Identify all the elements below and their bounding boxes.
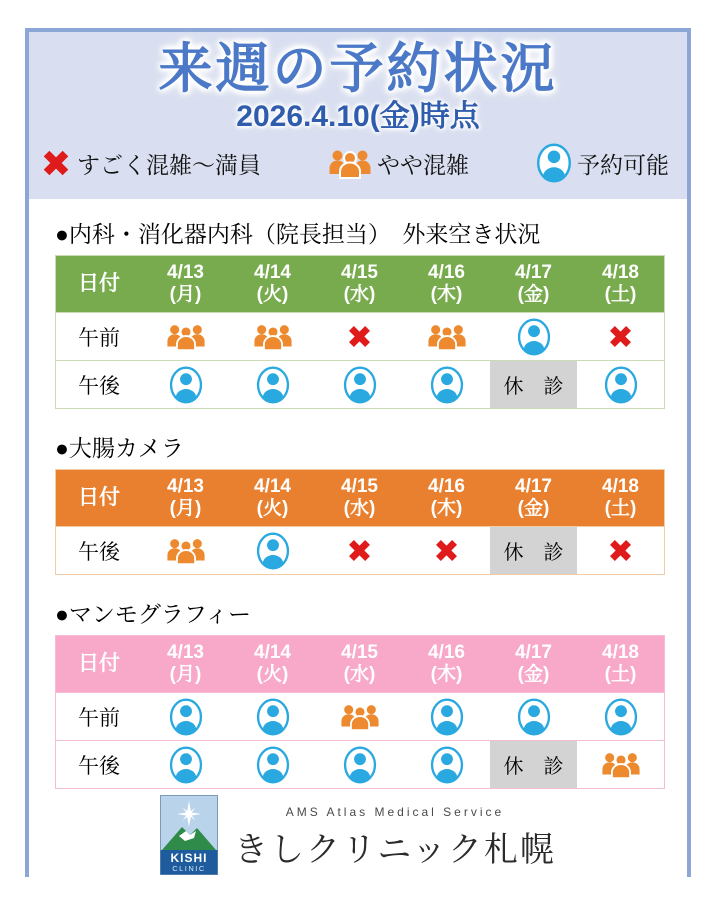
closed-label: 休 診 xyxy=(503,756,564,778)
status-cell-open xyxy=(316,741,403,788)
clinic-footer-text xyxy=(234,805,556,871)
available-person-icon xyxy=(429,365,465,405)
legend-label: すごく混雑～満員 xyxy=(77,151,261,178)
header-date: 4/15 xyxy=(341,475,378,497)
day-column-header xyxy=(403,256,490,312)
available-person-icon xyxy=(603,697,639,737)
row-label: 午後 xyxy=(78,374,120,398)
somewhat-crowded-people-icon xyxy=(600,750,642,779)
day-column-header xyxy=(490,636,577,692)
day-column-header xyxy=(490,470,577,526)
header-date: 4/13 xyxy=(167,261,204,283)
header-weekday: (土) xyxy=(604,498,637,519)
status-cell-busy xyxy=(316,693,403,740)
header-date: 4/18 xyxy=(602,261,639,283)
kishi-clinic-logo-icon xyxy=(160,795,218,880)
header-date: 4/14 xyxy=(254,641,291,663)
day-column-header xyxy=(403,636,490,692)
page-subtitle: 2026.4.10(金)時点 xyxy=(236,100,480,133)
availability-table xyxy=(55,255,665,409)
day-column-header xyxy=(490,256,577,312)
day-column-header xyxy=(229,470,316,526)
available-person-icon xyxy=(168,365,204,405)
status-cell-full xyxy=(577,313,664,360)
day-column-header xyxy=(316,256,403,312)
closed-cell xyxy=(490,527,577,574)
header-weekday: (水) xyxy=(343,498,376,519)
somewhat-crowded-people-icon xyxy=(252,322,294,351)
status-cell-open xyxy=(403,361,490,408)
status-cell-open xyxy=(142,741,229,788)
header-weekday: (月) xyxy=(169,498,202,519)
status-cell-full xyxy=(316,313,403,360)
header-weekday: (月) xyxy=(169,664,202,685)
table-row xyxy=(56,312,664,360)
status-cell-open xyxy=(229,741,316,788)
status-cell-open xyxy=(229,361,316,408)
logo-kishi-text: KISHI xyxy=(170,851,208,865)
crowded-full-x-icon xyxy=(432,536,461,565)
header-date: 4/13 xyxy=(167,475,204,497)
content-section xyxy=(29,219,687,880)
legend-item-open xyxy=(535,142,669,184)
status-cell-open xyxy=(577,693,664,740)
header-weekday: (金) xyxy=(517,498,550,519)
closed-cell xyxy=(490,361,577,408)
status-cell-busy xyxy=(577,741,664,788)
table-row xyxy=(56,740,664,788)
day-column-header xyxy=(229,636,316,692)
availability-table xyxy=(55,469,665,575)
date-header-cell: 日付 xyxy=(78,271,120,295)
status-cell-open xyxy=(490,313,577,360)
crowded-full-x-icon xyxy=(345,322,374,351)
somewhat-crowded-people-icon xyxy=(165,322,207,351)
section-heading: ●内科・消化器内科（院長担当） 外来空き状況 xyxy=(55,221,541,247)
availability-table xyxy=(55,635,665,789)
header-date: 4/14 xyxy=(254,261,291,283)
row-label: 午前 xyxy=(78,326,120,350)
header-date: 4/15 xyxy=(341,641,378,663)
crowded-full-x-icon xyxy=(39,146,73,180)
header-date: 4/16 xyxy=(428,475,465,497)
closed-label: 休 診 xyxy=(503,376,564,398)
header-weekday: (土) xyxy=(604,664,637,685)
ams-service-line: AMS Atlas Medical Service xyxy=(285,804,505,819)
table-row xyxy=(56,692,664,740)
header-date: 4/13 xyxy=(167,641,204,663)
date-header-cell: 日付 xyxy=(78,651,120,675)
status-cell-open xyxy=(142,693,229,740)
status-cell-open xyxy=(403,693,490,740)
header-weekday: (火) xyxy=(256,284,289,305)
day-column-header xyxy=(229,256,316,312)
closed-cell xyxy=(490,741,577,788)
legend-label: やや混雑 xyxy=(377,151,469,178)
legend-item-busy xyxy=(327,147,469,180)
day-column-header xyxy=(142,636,229,692)
header-date: 4/16 xyxy=(428,641,465,663)
crowded-full-x-icon xyxy=(606,536,635,565)
available-person-icon xyxy=(603,365,639,405)
header-weekday: (水) xyxy=(343,664,376,685)
available-person-icon xyxy=(429,745,465,785)
day-column-header xyxy=(403,470,490,526)
available-person-icon xyxy=(342,365,378,405)
status-cell-full xyxy=(316,527,403,574)
flyer-panel xyxy=(25,28,691,877)
header-date: 4/15 xyxy=(341,261,378,283)
available-person-icon xyxy=(168,745,204,785)
header-date: 4/16 xyxy=(428,261,465,283)
available-person-icon xyxy=(255,365,291,405)
available-person-icon xyxy=(255,745,291,785)
header-weekday: (土) xyxy=(604,284,637,305)
header-weekday: (月) xyxy=(169,284,202,305)
day-column-header xyxy=(142,256,229,312)
header-weekday: (金) xyxy=(517,284,550,305)
status-cell-open xyxy=(229,527,316,574)
section-heading: ●マンモグラフィー xyxy=(55,601,252,627)
status-cell-busy xyxy=(229,313,316,360)
status-cell-busy xyxy=(403,313,490,360)
somewhat-crowded-people-icon xyxy=(426,322,468,351)
tables-container xyxy=(29,219,687,789)
somewhat-crowded-people-icon xyxy=(327,147,373,179)
header-section xyxy=(29,32,687,199)
crowded-full-x-icon xyxy=(345,536,374,565)
available-person-icon xyxy=(429,697,465,737)
status-cell-open xyxy=(490,693,577,740)
header-date: 4/18 xyxy=(602,641,639,663)
page-title: 来週の予約状況 xyxy=(158,39,558,99)
status-cell-busy xyxy=(142,527,229,574)
available-person-icon xyxy=(168,697,204,737)
day-column-header xyxy=(142,470,229,526)
row-label: 午後 xyxy=(78,540,120,564)
day-column-header xyxy=(577,470,664,526)
available-person-icon xyxy=(342,745,378,785)
header-date: 4/18 xyxy=(602,475,639,497)
somewhat-crowded-people-icon xyxy=(165,536,207,565)
status-cell-busy xyxy=(142,313,229,360)
header-weekday: (火) xyxy=(256,664,289,685)
day-column-header xyxy=(577,636,664,692)
crowded-full-x-icon xyxy=(606,322,635,351)
header-date: 4/17 xyxy=(515,261,552,283)
legend xyxy=(29,134,687,184)
header-weekday: (火) xyxy=(256,498,289,519)
status-cell-open xyxy=(403,741,490,788)
table-header-row xyxy=(56,470,664,526)
closed-label: 休 診 xyxy=(503,542,564,564)
header-weekday: (木) xyxy=(430,498,463,519)
header-weekday: (木) xyxy=(430,664,463,685)
date-header-cell: 日付 xyxy=(78,485,120,509)
header-weekday: (木) xyxy=(430,284,463,305)
logo-clinic-text: CLINIC xyxy=(172,864,206,873)
status-cell-full xyxy=(577,527,664,574)
row-label: 午後 xyxy=(78,754,120,778)
section-heading: ●大腸カメラ xyxy=(55,435,184,461)
available-person-icon xyxy=(516,317,552,357)
status-cell-open xyxy=(229,693,316,740)
header-weekday: (水) xyxy=(343,284,376,305)
row-label: 午前 xyxy=(78,706,120,730)
header-date: 4/17 xyxy=(515,475,552,497)
clinic-name: きしクリニック札幌 xyxy=(234,830,556,869)
legend-item-full xyxy=(39,146,261,180)
somewhat-crowded-people-icon xyxy=(339,702,381,731)
available-person-icon xyxy=(255,697,291,737)
table-header-row xyxy=(56,256,664,312)
status-cell-open xyxy=(142,361,229,408)
status-cell-open xyxy=(577,361,664,408)
header-date: 4/17 xyxy=(515,641,552,663)
clinic-footer xyxy=(29,795,687,880)
table-row xyxy=(56,360,664,408)
table-row xyxy=(56,526,664,574)
day-column-header xyxy=(316,636,403,692)
legend-label: 予約可能 xyxy=(577,151,669,178)
header-date: 4/14 xyxy=(254,475,291,497)
available-person-icon xyxy=(516,697,552,737)
day-column-header xyxy=(577,256,664,312)
day-column-header xyxy=(316,470,403,526)
table-header-row xyxy=(56,636,664,692)
available-person-icon xyxy=(535,142,573,184)
available-person-icon xyxy=(255,531,291,571)
status-cell-open xyxy=(316,361,403,408)
status-cell-full xyxy=(403,527,490,574)
header-weekday: (金) xyxy=(517,664,550,685)
